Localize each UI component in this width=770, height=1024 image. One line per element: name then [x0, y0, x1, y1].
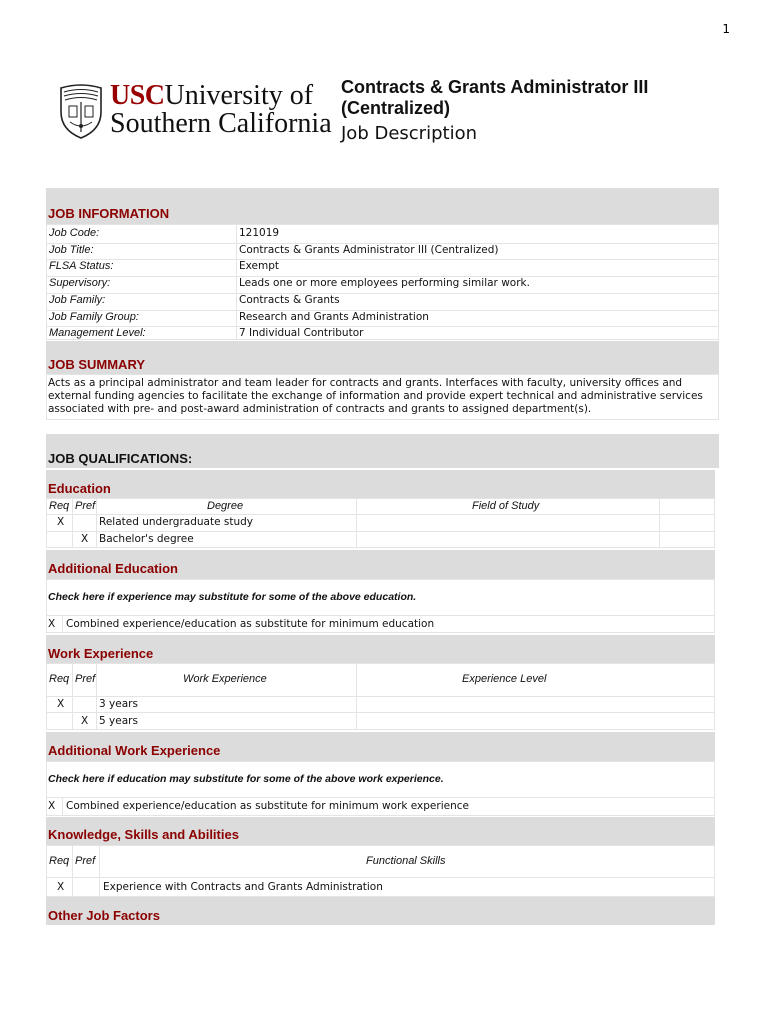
work-experience-row2-pref: X [81, 715, 89, 727]
logo-line1 [110, 82, 313, 110]
additional-work-experience-heading: Additional Work Experience [48, 743, 221, 758]
job-info-label: Supervisory: [49, 277, 111, 290]
job-summary-text: Acts as a principal administrator and team leader for contracts and grants. Interfaces with faculty, university offices and external funding agencies to facilitate the exchange of information and provide expert technical and administrative services associated with pre- and post-award administration of contracts and grants to assigned department(s). [48, 377, 703, 415]
job-info-value: Exempt [239, 260, 279, 273]
job-information-heading: JOB INFORMATION [48, 206, 170, 221]
job-info-value: Leads one or more employees performing similar work. [239, 277, 530, 290]
work-experience-row-rule [46, 712, 715, 713]
work-experience-heading: Work Experience [48, 646, 154, 661]
job-info-row-rule [46, 326, 719, 327]
work-experience-col-rule [96, 663, 97, 730]
page-number: 1 [722, 22, 730, 36]
ksa-col-functional: Functional Skills [366, 855, 446, 867]
ksa-col-rule [72, 845, 73, 897]
additional-education-rule [46, 615, 715, 616]
logo-line2: Southern California [110, 108, 332, 139]
page-title: Contracts & Grants Administrator III (Centralized) [341, 77, 649, 118]
job-info-row-rule [46, 276, 719, 277]
job-info-label: Management Level: [49, 327, 146, 340]
additional-education-mark: X [48, 618, 56, 630]
additional-education-check-text: Check here if experience may substitute for some of the above education. [48, 591, 417, 603]
education-band [46, 470, 715, 498]
logo-usc: USC [110, 80, 165, 111]
education-col-pref: Pref [75, 500, 96, 512]
page-subtitle: Job Description [341, 123, 477, 144]
additional-work-experience-check-text: Check here if education may substitute for some of the above work experience. [48, 773, 444, 785]
job-summary-heading: JOB SUMMARY [48, 357, 146, 372]
additional-work-experience-item: Combined experience/education as substitute for minimum work experience [66, 800, 469, 812]
ksa-heading: Knowledge, Skills and Abilities [48, 827, 239, 842]
education-col-rule [356, 498, 357, 548]
work-experience-col-pref: Pref [75, 673, 96, 685]
job-info-value: Research and Grants Administration [239, 310, 429, 323]
education-col-degree: Degree [207, 500, 244, 512]
job-info-row-rule [46, 259, 719, 260]
additional-education-col-rule [62, 615, 63, 633]
education-col-rule [659, 498, 660, 548]
education-row1-req: X [57, 516, 65, 528]
job-info-value: 7 Individual Contributor [239, 327, 364, 340]
other-job-factors-heading: Other Job Factors [48, 908, 160, 923]
job-info-value: Contracts & Grants Administrator III (Centralized) [239, 243, 499, 256]
job-info-label: Job Title: [49, 243, 94, 256]
job-info-label: Job Code: [49, 227, 100, 239]
work-experience-col-work: Work Experience [183, 673, 267, 685]
logo-university-of: University of [164, 80, 314, 111]
work-experience-row1-req: X [57, 698, 65, 710]
job-info-label: Job Family Group: [49, 310, 139, 323]
education-row-rule [46, 531, 715, 532]
ksa-header-rule [46, 877, 715, 878]
ksa-row1-value: Experience with Contracts and Grants Administration [103, 881, 383, 893]
work-experience-col-req: Req [49, 673, 70, 685]
ksa-col-pref: Pref [75, 855, 96, 867]
education-col-rule [96, 498, 97, 548]
usc-seal-icon [58, 82, 104, 140]
education-col-field: Field of Study [472, 500, 540, 512]
education-col-req: Req [49, 500, 70, 512]
ksa-row1-req: X [57, 881, 65, 893]
additional-education-item: Combined experience/education as substitute for minimum education [66, 618, 435, 630]
job-qualifications-heading: JOB QUALIFICATIONS: [48, 451, 193, 466]
education-col-rule [72, 498, 73, 548]
education-heading: Education [48, 481, 111, 496]
job-summary-band [46, 341, 719, 374]
ksa-col-rule [99, 845, 100, 897]
education-row2-pref: X [81, 533, 89, 545]
additional-work-experience-col-rule [62, 797, 63, 816]
additional-work-experience-rule [46, 797, 715, 798]
additional-education-heading: Additional Education [48, 561, 178, 576]
work-experience-col-level: Experience Level [462, 673, 547, 685]
work-experience-col-rule [356, 663, 357, 730]
work-experience-col-rule [72, 663, 73, 730]
ksa-col-req: Req [49, 855, 70, 867]
job-info-divider [236, 224, 237, 340]
job-info-value: 121019 [239, 227, 280, 239]
education-row2-degree: Bachelor's degree [99, 533, 194, 545]
education-header-rule [46, 514, 715, 515]
education-row1-degree: Related undergraduate study [99, 516, 253, 528]
job-info-label: FLSA Status: [49, 260, 114, 273]
job-info-label: Job Family: [49, 293, 106, 306]
job-info-row-rule [46, 310, 719, 311]
work-experience-header-rule [46, 696, 715, 697]
usc-logo [58, 80, 332, 142]
job-info-value: Contracts & Grants [239, 293, 340, 306]
job-info-row-rule [46, 293, 719, 294]
work-experience-row1-value: 3 years [99, 698, 138, 710]
work-experience-row2-value: 5 years [99, 715, 138, 727]
job-info-row-rule [46, 243, 719, 244]
additional-work-experience-mark: X [48, 800, 56, 812]
